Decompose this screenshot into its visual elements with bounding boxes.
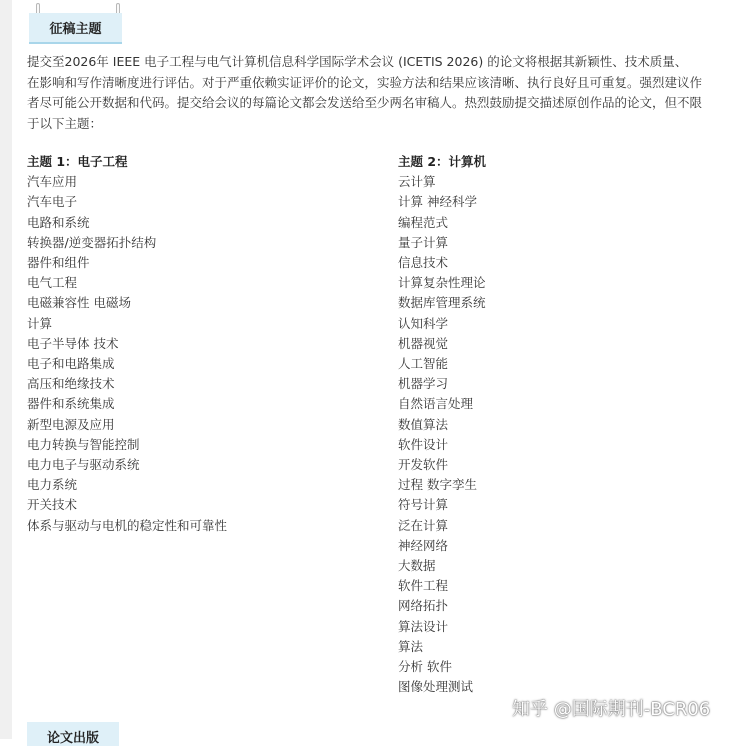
- topic-item: 电气工程: [27, 275, 78, 291]
- topic-item: 电力系统: [27, 477, 78, 493]
- topic-item: 算法设计: [398, 618, 449, 634]
- intro-line: 提交至2026年 IEEE 电子工程与电气计算机信息科学国际学术会议 (ICETIS 2026) 的论文将根据其新颖性、技术质量、: [27, 54, 688, 69]
- topic-2-title: 主题 2：计算机: [398, 154, 487, 169]
- topic-item: 器件和系统集成: [27, 396, 115, 412]
- topic-item: 自然语言处理: [398, 396, 474, 412]
- topic-item: 电力转换与智能控制: [27, 436, 140, 452]
- topic-item: 转换器/逆变器拓扑结构: [27, 234, 157, 250]
- topic-item: 神经网络: [398, 537, 449, 553]
- topic-item: 软件设计: [398, 436, 449, 452]
- topic-item: 数据库管理系统: [398, 295, 486, 311]
- intro-line: 在影响和写作清晰度进行评估。对于严重依赖实证评价的论文，实验方法和结果应该清晰、执行良好且可重复。强烈建议作: [27, 74, 703, 90]
- topic-item: 计算复杂性理论: [398, 275, 486, 291]
- intro-paragraph: [27, 52, 745, 134]
- topic-item: 算法: [398, 638, 424, 654]
- topic-item: 编程范式: [398, 214, 449, 230]
- topic-item: 软件工程: [398, 578, 449, 594]
- topic-item: 分析 软件: [398, 659, 452, 675]
- watermark: 知乎 @国际期刊-BCR06: [512, 699, 711, 720]
- intro-line: 于以下主题：: [27, 115, 103, 131]
- topic-1-title: 主题 1：电子工程: [27, 154, 128, 169]
- topic-item: 数值算法: [398, 416, 449, 432]
- left-margin-strip: [0, 0, 12, 739]
- topic-item: 机器视觉: [398, 335, 449, 351]
- topic-item: 电力电子与驱动系统: [27, 457, 140, 473]
- topic-item: 人工智能: [398, 356, 449, 372]
- topic-item: 过程 数字孪生: [398, 477, 477, 493]
- topic-item: 新型电源及应用: [27, 416, 115, 432]
- topic-item: 计算 神经科学: [398, 194, 477, 210]
- topic-2-list: [398, 152, 486, 697]
- topic-item: 汽车应用: [27, 174, 78, 190]
- intro-line: 者尽可能公开数据和代码。提交给会议的每篇论文都会发送给至少两名审稿人。热烈鼓励提交描述原创作品的论文，但不限: [27, 95, 703, 110]
- topic-item: 电路和系统: [27, 214, 90, 230]
- topic-item: 网络拓扑: [398, 598, 449, 614]
- topic-1-list: [27, 152, 227, 536]
- topic-item: 泛在计算: [398, 517, 449, 533]
- topic-item: 高压和绝缘技术: [27, 376, 115, 392]
- topic-item: 信息技术: [398, 255, 449, 271]
- topic-item: 符号计算: [398, 497, 449, 513]
- topic-item: 机器学习: [398, 376, 449, 392]
- topic-item: 电磁兼容性 电磁场: [27, 295, 131, 311]
- section-header-call-for-papers: 征稿主题: [29, 13, 122, 44]
- topic-item: 体系与驱动与电机的稳定性和可靠性: [27, 517, 228, 533]
- topic-item: 量子计算: [398, 234, 449, 250]
- topic-item: 大数据: [398, 558, 436, 574]
- topic-item: 计算: [27, 315, 53, 331]
- topic-item: 开发软件: [398, 457, 449, 473]
- topic-item: 认知科学: [398, 315, 449, 331]
- topic-item: 汽车电子: [27, 194, 78, 210]
- topic-item: 电子半导体 技术: [27, 335, 119, 351]
- topic-item: 电子和电路集成: [27, 356, 115, 372]
- topic-item: 开关技术: [27, 497, 78, 513]
- topic-item: 图像处理测试: [398, 679, 474, 695]
- section-header-publication: 论文出版: [27, 722, 119, 746]
- topic-item: 云计算: [398, 174, 436, 190]
- topic-item: 器件和组件: [27, 255, 90, 271]
